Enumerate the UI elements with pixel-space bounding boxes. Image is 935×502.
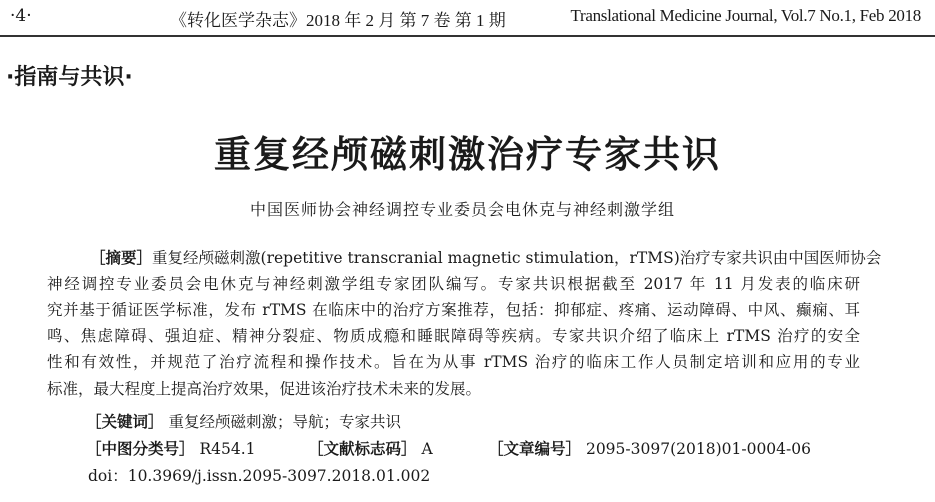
- abstract-label: ［摘要］: [90, 249, 153, 267]
- header-rule: [0, 35, 935, 37]
- page-number: ·4·: [10, 6, 32, 26]
- doi[interactable]: doi：10.3969/j.issn.2095-3097.2018.01.002: [88, 467, 431, 485]
- abstract-line: 鸣、焦虑障碍、强迫症、精神分裂症、物质成瘾和睡眠障碍等疾病。专家共识介绍了临床上 rTMS 治疗的安全: [47, 327, 860, 345]
- article-title: 重复经颅磁刺激治疗专家共识: [214, 133, 721, 176]
- article-number: ［文章编号］ 2095-3097(2018)01-0004-06: [488, 440, 811, 458]
- abstract-line: 标准，最大程度上提高治疗效果，促进该治疗技术未来的发展。: [47, 380, 482, 398]
- document-code: ［文献标志码］ A: [308, 440, 433, 458]
- abstract-line: 究并基于循证医学标准，发布 rTMS 在临床中的治疗方案推荐，包括：抑郁症、疼痛、运动障碍、中风、癫痫、耳: [47, 301, 860, 319]
- keywords: ［关键词］ 重复经颅磁刺激；导航；专家共识: [86, 413, 401, 431]
- journal-issue-cn: 《转化医学杂志》2018 年 2 月 第 7 卷 第 1 期: [170, 11, 506, 30]
- abstract-line: 神经调控专业委员会电休克与神经刺激学组专家团队编写。专家共识根据截至 2017 年 11 月发表的临床研: [47, 275, 860, 293]
- abstract-line: ［摘要］重复经颅磁刺激(repetitive transcranial magnetic stimulation，rTMS)治疗专家共识由中国医师协会: [90, 249, 882, 267]
- abstract-line: 性和有效性，并规范了治疗流程和操作技术。旨在为从事 rTMS 治疗的临床工作人员制定培训和应用的专业: [47, 353, 860, 371]
- classification-number: ［中图分类号］ R454.1: [86, 440, 256, 458]
- article-authors: 中国医师协会神经调控专业委员会电休克与神经刺激学组: [249, 200, 675, 219]
- section-heading: ·指南与共识·: [6, 65, 133, 90]
- journal-issue-en: Translational Medicine Journal, Vol.7 No.1, Feb 2018: [570, 6, 921, 25]
